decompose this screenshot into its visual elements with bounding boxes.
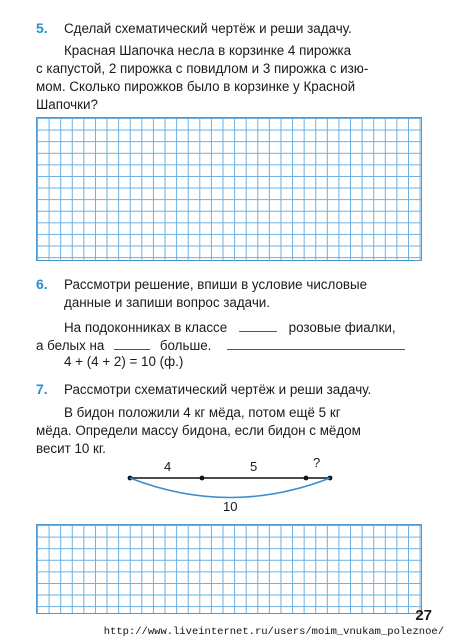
task-6-question-blank[interactable]: [227, 337, 405, 350]
diagram-point-1: [200, 476, 205, 481]
task-7-title: Рассмотри схематический чертёж и реши задачу.: [64, 382, 372, 397]
task-5-text-line-2: с капустой, 2 пирожка с повидлом и 3 пирожка с изю-: [36, 61, 369, 76]
task-6-condition-text-1a: На подоконниках в классе: [64, 320, 228, 335]
diagram-label-seg1: 4: [164, 459, 172, 474]
diagram-label-seg2: 5: [250, 459, 258, 474]
task-6-title-line-2: данные и запиши вопрос задачи.: [64, 295, 271, 310]
task-6-blank-1[interactable]: [239, 319, 277, 332]
task-6-number: 6.: [36, 276, 48, 292]
task-6-title-line-1: Рассмотри решение, впиши в условие числовые: [64, 277, 368, 292]
diagram-point-2: [304, 476, 309, 481]
task-5-title: Сделай схематический чертёж и реши задачу.: [64, 21, 352, 36]
page-number: 27: [415, 607, 432, 624]
task-6-equation: 4 + (4 + 2) = 10 (ф.): [64, 354, 184, 369]
task-5-number: 5.: [36, 20, 48, 36]
task-6-condition-line-2: [36, 337, 405, 354]
task-5-answer-grid[interactable]: [36, 117, 422, 261]
task-5-text-line-3: мом. Сколько пирожков было в корзинке у Красной: [36, 79, 356, 94]
task-7-number: 7.: [36, 381, 48, 397]
task-6-condition-text-2a: а белых на: [36, 338, 105, 353]
task-7-text-line-2: мёда. Определи массу бидона, если бидон с мёдом: [36, 423, 361, 438]
task-7-answer-grid[interactable]: [36, 524, 422, 614]
task-7-text-line-3: весит 10 кг.: [36, 441, 106, 456]
task-7-text-line-1: В бидон положили 4 кг мёда, потом ещё 5 кг: [64, 405, 341, 420]
task-5-text-line-4: Шапочки?: [36, 97, 98, 112]
diagram-total-arc: [130, 478, 330, 498]
task-6-blank-2[interactable]: [114, 337, 150, 350]
task-7-diagram: [120, 455, 340, 515]
task-5-text-line-1: Красная Шапочка несла в корзинке 4 пирожка: [64, 43, 352, 58]
footer-url[interactable]: http://www.liveinternet.ru/users/moim_vnukam_poleznoe/: [103, 626, 444, 638]
task-6-condition-text-2b: больше.: [159, 338, 212, 353]
diagram-label-total: 10: [223, 499, 238, 514]
task-6-condition-text-1b: розовые фиалки,: [288, 320, 396, 335]
task-6-condition-line-1: [64, 319, 396, 336]
diagram-label-seg3: ?: [313, 455, 321, 470]
